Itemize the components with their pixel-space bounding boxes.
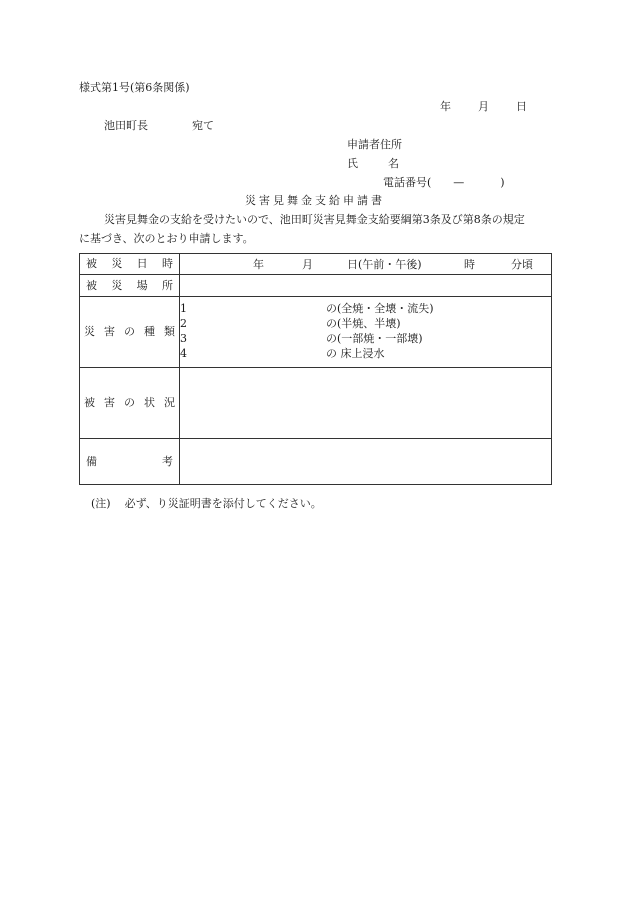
name-label-1: 氏 [347, 157, 358, 170]
dt-year: 年 [253, 258, 264, 271]
dt-day-ampm: 日(午前・午後) [347, 258, 422, 271]
disaster-datetime-field[interactable] [180, 254, 552, 275]
application-table [79, 253, 552, 485]
label-char: 被 [86, 257, 97, 271]
label-char: 日 [136, 257, 148, 271]
table-row-status [80, 368, 552, 439]
year-label: 年 [440, 100, 451, 113]
label-damage-status [80, 368, 180, 439]
application-date [440, 100, 527, 113]
label-char: 災 [111, 278, 123, 292]
label-char: 被 [84, 396, 95, 410]
form-number: 様式第1号(第6条関係) [79, 81, 190, 94]
label-disaster-type [80, 297, 180, 368]
type-option[interactable] [180, 317, 551, 332]
applicant-phone-label [383, 176, 505, 189]
type-option-text: の(半焼、半壊) [326, 317, 401, 330]
type-option-number: 1 [180, 302, 187, 315]
addressee-name: 池田町長 [104, 119, 148, 132]
label-char: 被 [86, 278, 97, 292]
footnote-text: 必ず、り災証明書を添付してください。 [124, 497, 322, 510]
table-row-date [80, 254, 552, 275]
label-char: の [124, 396, 135, 410]
type-option[interactable] [180, 302, 551, 317]
label-disaster-place [80, 275, 180, 297]
type-option-number: 2 [180, 317, 187, 330]
label-disaster-datetime [80, 254, 180, 275]
type-option-text: の(全焼・全壊・流失) [326, 302, 434, 315]
label-char: 考 [162, 454, 173, 468]
footnote-prefix: (注) [91, 497, 111, 510]
label-char: 況 [164, 396, 175, 410]
label-char: の [124, 325, 135, 339]
label-char: 時 [161, 257, 173, 271]
type-option-number: 3 [180, 332, 187, 345]
phone-close: ) [500, 176, 505, 189]
type-option-number: 4 [180, 347, 187, 360]
type-option[interactable] [180, 347, 551, 362]
applicant-address-label: 申請者住所 [347, 138, 402, 151]
dt-month: 月 [302, 258, 313, 271]
applicant-name-label [347, 157, 399, 170]
addressee-suffix: 宛て [192, 119, 214, 132]
label-char: 備 [86, 454, 97, 468]
phone-dash: — [453, 176, 465, 189]
remarks-field[interactable] [180, 439, 552, 485]
disaster-type-options [180, 297, 552, 368]
label-char: 所 [161, 278, 173, 292]
body-text-line2: に基づき、次のとおり申請します。 [79, 232, 254, 245]
document-title: 災害見舞金支給申請書 [245, 194, 385, 207]
dt-minute: 分頃 [511, 258, 533, 271]
dt-hour: 時 [464, 258, 475, 271]
month-label: 月 [478, 100, 489, 113]
label-char: 災 [84, 325, 95, 339]
damage-status-field[interactable] [180, 368, 552, 439]
addressee [104, 119, 214, 132]
label-remarks [80, 439, 180, 485]
table-row-type [80, 297, 552, 368]
type-option[interactable] [180, 332, 551, 347]
table-row-place [80, 275, 552, 297]
label-char: 類 [164, 325, 175, 339]
footnote [91, 497, 322, 510]
label-char: 場 [136, 278, 148, 292]
body-text-line1: 災害見舞金の支給を受けたいので、池田町災害見舞金支給要綱第3条及び第8条の規定 [104, 213, 525, 226]
label-char: 害 [104, 396, 115, 410]
phone-label: 電話番号( [383, 176, 432, 189]
label-char: 状 [144, 396, 155, 410]
label-char: 種 [144, 325, 155, 339]
type-option-text: の 床上浸水 [326, 347, 385, 360]
label-char: 害 [104, 325, 115, 339]
day-label: 日 [516, 100, 527, 113]
disaster-place-field[interactable] [180, 275, 552, 297]
table-row-note [80, 439, 552, 485]
type-option-text: の(一部焼・一部壊) [326, 332, 423, 345]
label-char: 災 [111, 257, 123, 271]
name-label-2: 名 [388, 157, 399, 170]
